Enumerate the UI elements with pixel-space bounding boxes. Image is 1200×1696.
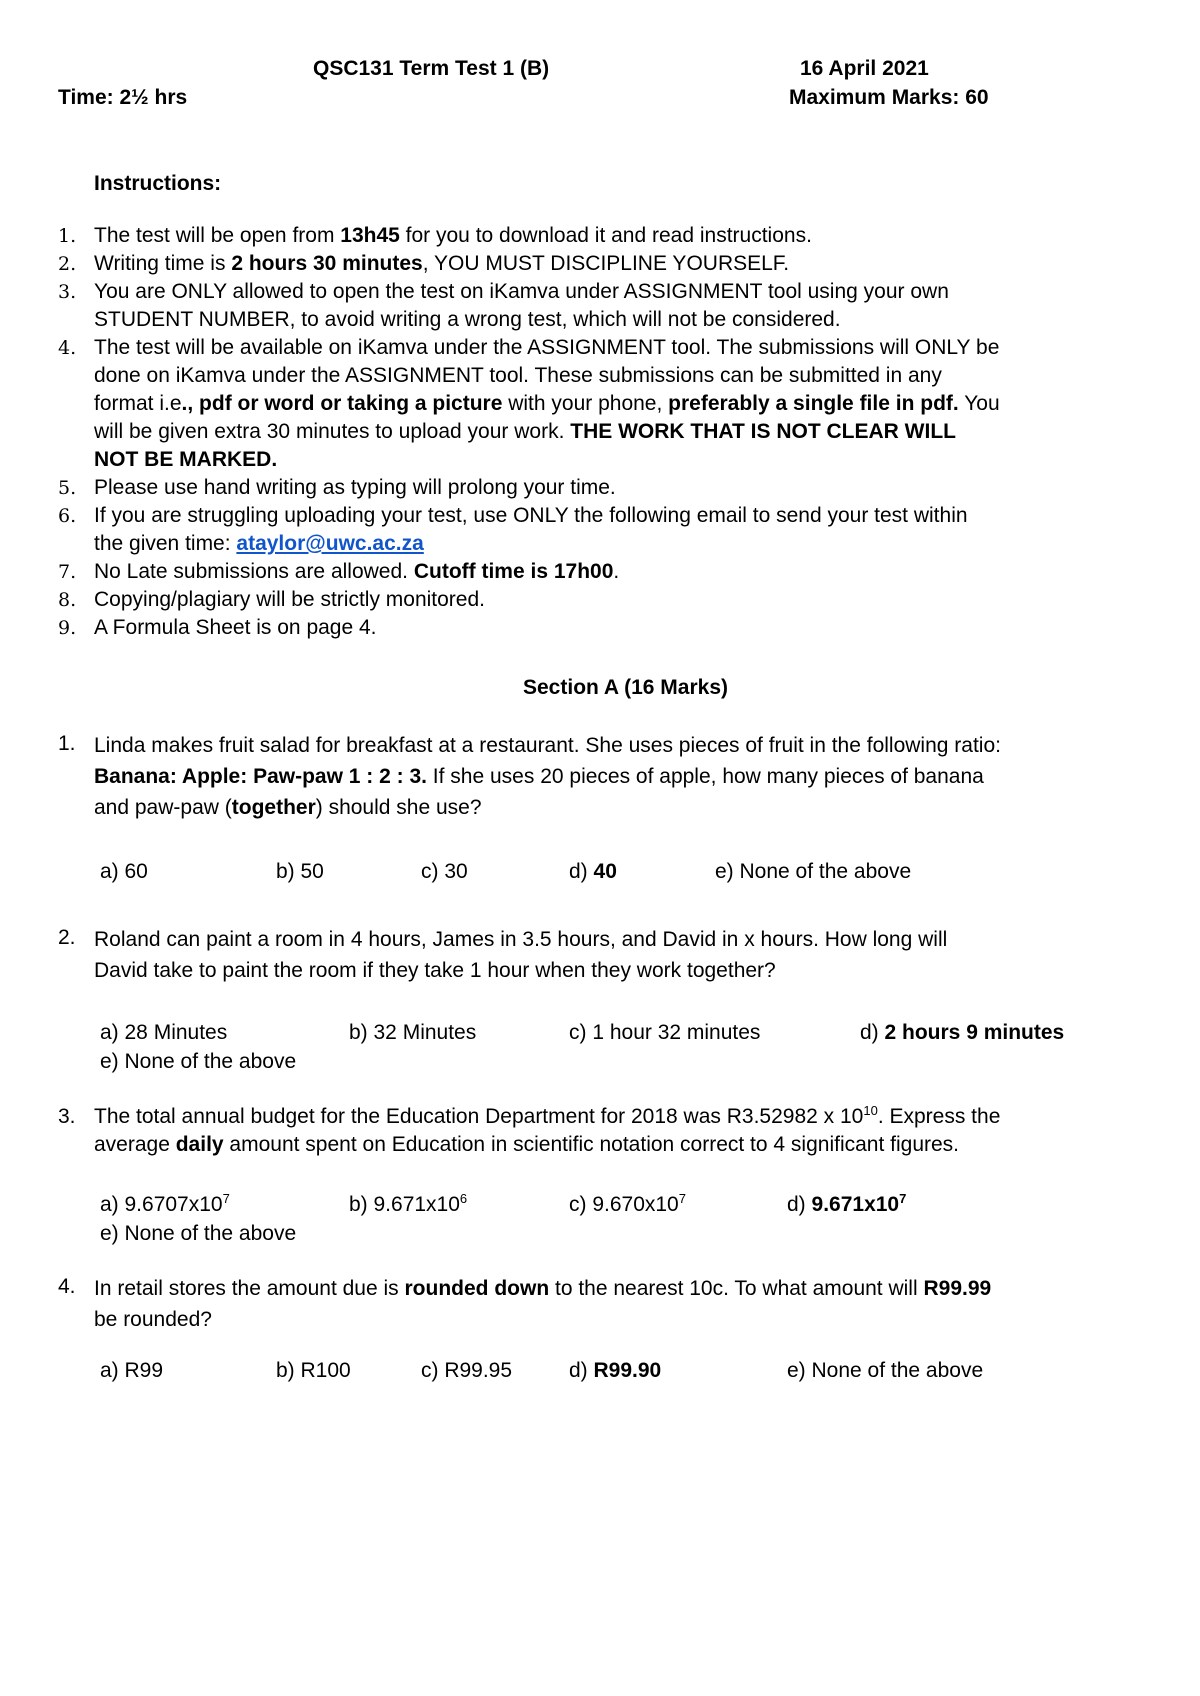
question-4 <box>58 1273 1158 1343</box>
instruction-item: 6. If you are struggling uploading your test, use ONLY the following email to send your test within the given time: ataylor@uwc.ac.za <box>58 504 968 555</box>
question-text: In retail stores the amount due is rounded down to the nearest 10c. To what amount will R99.99 be rounded? <box>94 1277 992 1331</box>
question-number: 2. <box>58 926 76 949</box>
option-b: b) 32 Minutes <box>349 1021 477 1044</box>
instruction-item: 1. The test will be open from 13h45 for you to download it and read instructions. <box>58 224 812 247</box>
instructions-heading: Instructions: <box>94 172 222 195</box>
instruction-item: 3. You are ONLY allowed to open the test on iKamva under ASSIGNMENT tool using your own STUDENT NUMBER, to avoid writing a wrong test, which will not be considered. <box>58 280 949 331</box>
instruction-item: 8. Copying/plagiary will be strictly monitored. <box>58 588 485 611</box>
instruction-item: 9. A Formula Sheet is on page 4. <box>58 616 377 639</box>
question-2 <box>58 924 1158 994</box>
option-a: a) $9.6707x10^7$ <box>100 1191 230 1216</box>
option-e: e) None of the above <box>787 1359 984 1382</box>
question-text: The total annual budget for the Education Department for 2018 was R3.52982 x $10^{10}$. Express the average daily amount spent on Education in scientific notation correct to 4 significant figures. <box>94 1103 1001 1156</box>
instructions-list <box>58 222 1128 642</box>
option-b: b) 50 <box>276 860 324 883</box>
option-d: d) $9.671x10^7$ <box>787 1191 907 1216</box>
option-c: c) 1 hour 32 minutes <box>569 1021 761 1044</box>
question-3 <box>58 1103 1158 1163</box>
instruction-item: 7. No Late submissions are allowed. Cutoff time is 17h00. <box>58 560 620 583</box>
test-title: QSC131 Term Test 1 (B) <box>313 57 550 80</box>
question-number: 4. <box>58 1275 76 1298</box>
question-text: Linda makes fruit salad for breakfast at a restaurant. She uses pieces of fruit in the following ratio: Banana: Apple: Paw-paw 1 : 2 : 3. If she uses 20 pieces of apple, how many pieces of banana and paw-paw (together) should she use? <box>94 734 1001 819</box>
option-b: b) $9.671x10^6$ <box>349 1191 468 1216</box>
option-a: a) 28 Minutes <box>100 1021 228 1044</box>
contact-email-link[interactable]: ataylor@uwc.ac.za <box>236 532 424 555</box>
option-d: d) 40 <box>569 860 617 883</box>
option-d: d) 2 hours 9 minutes <box>860 1021 1065 1044</box>
maximum-marks: Maximum Marks: 60 <box>789 86 989 109</box>
test-date: 16 April 2021 <box>800 57 929 80</box>
option-e: e) None of the above <box>715 860 912 883</box>
instruction-item: 2. Writing time is 2 hours 30 minutes, YOU MUST DISCIPLINE YOURSELF. <box>58 252 790 275</box>
option-c: c) 30 <box>421 860 468 883</box>
question-text: Roland can paint a room in 4 hours, James in 3.5 hours, and David in x hours. How long will David take to paint the room if they take 1 hour when they work together? <box>94 928 948 982</box>
option-a: a) 60 <box>100 860 148 883</box>
option-e: e) None of the above <box>100 1222 297 1245</box>
option-a: a) R99 <box>100 1359 164 1382</box>
option-c: c) R99.95 <box>421 1359 513 1382</box>
question-number: 3. <box>58 1105 76 1128</box>
option-e: e) None of the above <box>100 1050 297 1073</box>
option-d: d) R99.90 <box>569 1359 662 1382</box>
option-c: c) $9.670x10^7$ <box>569 1191 686 1216</box>
option-b: b) R100 <box>276 1359 351 1382</box>
instruction-item: 4. The test will be available on iKamva under the ASSIGNMENT tool. The submissions will ONLY be done on iKamva under the ASSIGNMENT tool. These submissions can be submitted in any format i.e., pdf or word or taking a picture with your phone, preferably a single file in pdf. You will be given extra 30 minutes to upload your work. THE WORK THAT IS NOT CLEAR WILL NOT BE MARKED. <box>58 336 1000 471</box>
section-a-title: Section A (16 Marks) <box>523 676 729 699</box>
question-1 <box>58 730 1158 830</box>
test-duration: Time: 2½ hrs <box>58 86 188 109</box>
instruction-item: 5. Please use hand writing as typing will prolong your time. <box>58 476 616 499</box>
question-number: 1. <box>58 732 76 755</box>
